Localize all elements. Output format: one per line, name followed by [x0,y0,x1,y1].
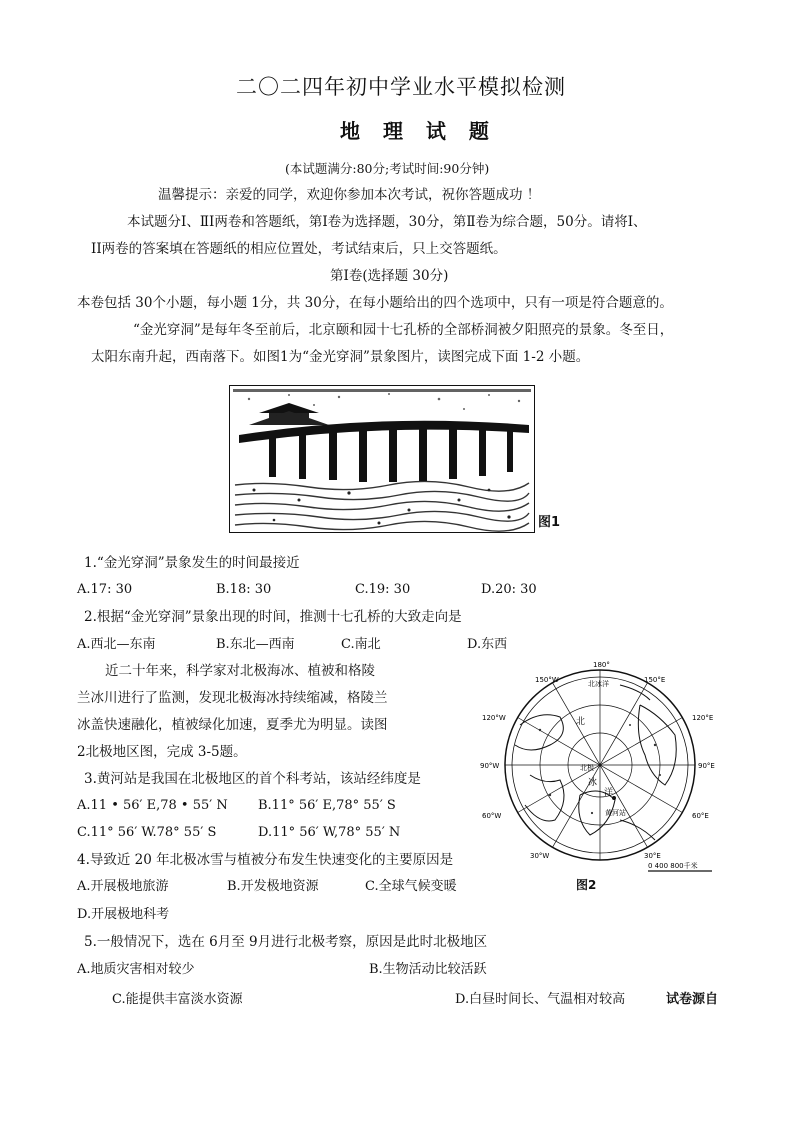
label-120e: 120°E [692,714,714,722]
figure-2-arctic-map [480,660,720,875]
passage1-line-1: “金光穿洞”是每年冬至前后，北京颐和园十七孔桥的全部桥洞被夕阳照亮的景象。冬至日， [133,322,674,338]
q2-option-c: C.南北 [341,637,381,652]
label-60e: 60°E [692,812,709,820]
label-north-pole: 北极 [580,764,594,772]
intro-line-1: 本试题分Ⅰ、ⅡⅠ两卷和答题纸，第Ⅰ卷为选择题，30分，第Ⅱ卷为综合题，50分。请将Ⅰ、 [127,214,647,230]
q3-option-c: C.11° 56′ W.78° 55′ S [77,825,217,840]
label-120w: 120°W [482,714,506,722]
label-90e: 90°E [698,762,715,770]
passage1-line-2: 太阳东南升起，西南落下。如图1为“金光穿洞”景象图片，读图完成下面 1-2 小题。 [91,349,590,365]
label-90w: 90°W [480,762,500,770]
q5-option-d: D.白昼时间长、气温相对较高 [455,992,626,1007]
q5-option-c: C.能提供丰富淡水资源 [112,992,243,1007]
q2-stem: 2.根据“金光穿洞”景象出现的时间，推测十七孔桥的大致走向是 [84,609,462,625]
figure-1-bridge-photo [229,385,535,533]
label-arctic-ocean: 北冰洋 [588,680,609,688]
passage2-line-2: 兰冰川进行了监测，发现北极海冰持续缩减，格陵兰 [77,690,388,706]
q2-option-a: A.西北—东南 [77,637,156,652]
q5-option-a: A.地质灾害相对较少 [77,962,195,977]
q3-stem: 3.黄河站是我国在北极地区的首个科考站，该站经纬度是 [84,771,421,787]
q1-stem: 1.“金光穿洞”景象发生的时间最接近 [84,555,300,571]
q1-option-d: D.20: 30 [481,582,537,597]
exam-subtitle: 地 理 试 题 [340,119,497,143]
label-150w: 150°W [535,676,559,684]
label-bing: 冰 [588,778,598,788]
q5-option-b: B.生物活动比较活跃 [369,962,487,977]
q2-option-b: B.东北—西南 [216,637,295,652]
label-huanghe-station: 黄河站 [605,809,626,817]
exam-title: 二〇二四年初中学业水平模拟检测 [236,75,566,99]
passage2-line-1: 近二十年来，科学家对北极海冰、植被和格陵 [105,663,375,679]
label-bei: 北 [576,717,586,727]
q4-option-a: A.开展极地旅游 [77,879,169,894]
figure-1-caption: 图1 [538,515,561,530]
label-150e: 150°E [644,676,666,684]
q3-option-a: A.11 • 56′ E,78 • 55′ N [77,798,228,813]
q4-option-d: D.开展极地科考 [77,907,170,922]
passage2-line-3: 冰盖快速融化，植被绿化加速，夏季尤为明显。读图 [77,717,388,733]
label-yang: 洋 [604,788,614,798]
label-180: 180° [593,661,610,669]
passage2-line-4: 2北极地区图，完成 3-5题。 [77,744,247,760]
figure-2-caption: 图2 [576,878,597,892]
q1-option-a: A.17: 30 [77,582,133,597]
label-30e: 30°E [644,852,661,860]
section-instruction: 本卷包括 30个小题，每小题 1分，共 30分，在每小题给出的四个选项中，只有一项是符合题意的。 [77,295,673,311]
q4-option-b: B.开发极地资源 [227,879,319,894]
tip-text: 温馨提示：亲爱的同学，欢迎你参加本次考试，祝你答题成功 ！ [158,187,541,203]
intro-line-2: II两卷的答案填在答题纸的相应位置处，考试结束后，只上交答题纸。 [91,241,507,257]
label-30w: 30°W [530,852,550,860]
scale-bar-label: 0 400 800千米 [648,862,698,870]
q3-option-d: D.11° 56′ W,78° 55′ N [258,825,401,840]
q1-option-b: B.18: 30 [216,582,272,597]
q4-option-c: C.全球气候变暖 [365,879,457,894]
q1-option-c: C.19: 30 [355,582,411,597]
label-60w: 60°W [482,812,502,820]
exam-info: (本试题满分:80分;考试时间:90分钟) [285,161,490,176]
watermark-text: 试卷源自 [666,992,719,1007]
q4-stem: 4.导致近 20 年北极冰雪与植被分布发生快速变化的主要原因是 [77,852,454,868]
section-heading: 第Ⅰ卷(选择题 30分) [330,268,449,284]
q3-option-b: B.11° 56′ E,78° 55′ S [258,798,396,813]
q2-option-d: D.东西 [467,637,508,652]
q5-stem: 5.一般情况下，选在 6月至 9月进行北极考察，原因是此时北极地区 [84,934,488,950]
